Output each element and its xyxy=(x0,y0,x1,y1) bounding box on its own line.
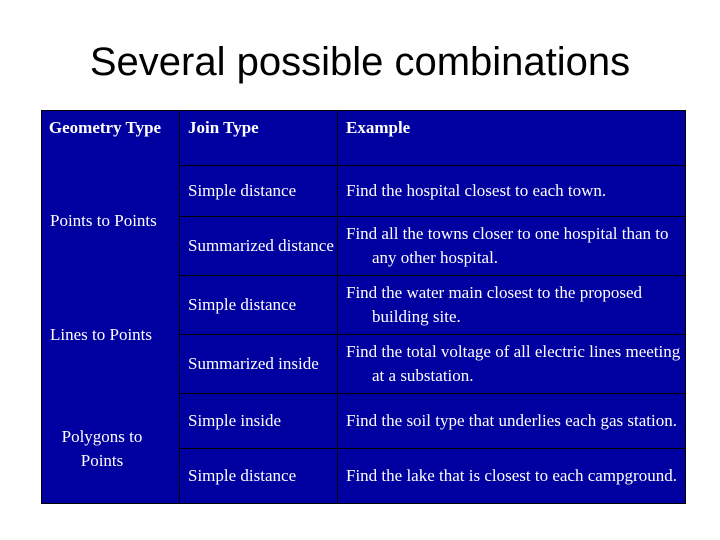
example-cell: Find the water main closest to the proposed building site. xyxy=(346,283,643,326)
join-type-cell: Simple distance xyxy=(188,466,297,485)
example-cell: Find the lake that is closest to each campground. xyxy=(346,466,677,485)
example-cell: Find the soil type that underlies each gas station. xyxy=(346,411,677,430)
join-type-cell: Simple inside xyxy=(188,411,282,430)
join-type-cell: Simple distance xyxy=(188,181,297,200)
header-example: Example xyxy=(346,118,411,137)
column-divider xyxy=(337,111,338,503)
join-type-cell: Simple distance xyxy=(188,295,297,314)
geometry-lines-to-points: Lines to Points xyxy=(50,325,153,344)
join-type-cell: Summarized inside xyxy=(188,354,319,373)
example-cell: Find the hospital closest to each town. xyxy=(346,181,607,200)
geometry-polygons-to-points: Polygons to Points xyxy=(61,427,143,470)
example-cell: Find the total voltage of all electric lines meeting at a substation. xyxy=(346,342,681,385)
join-type-cell: Summarized distance xyxy=(188,236,334,255)
column-divider xyxy=(179,111,180,503)
combinations-table xyxy=(42,111,685,503)
geometry-points-to-points: Points to Points xyxy=(50,211,157,230)
slide-title: Several possible combinations xyxy=(89,40,631,84)
header-geometry-type: Geometry Type xyxy=(48,118,162,137)
header-join-type: Join Type xyxy=(188,118,259,137)
example-cell: Find all the towns closer to one hospital than to any other hospital. xyxy=(346,224,669,267)
